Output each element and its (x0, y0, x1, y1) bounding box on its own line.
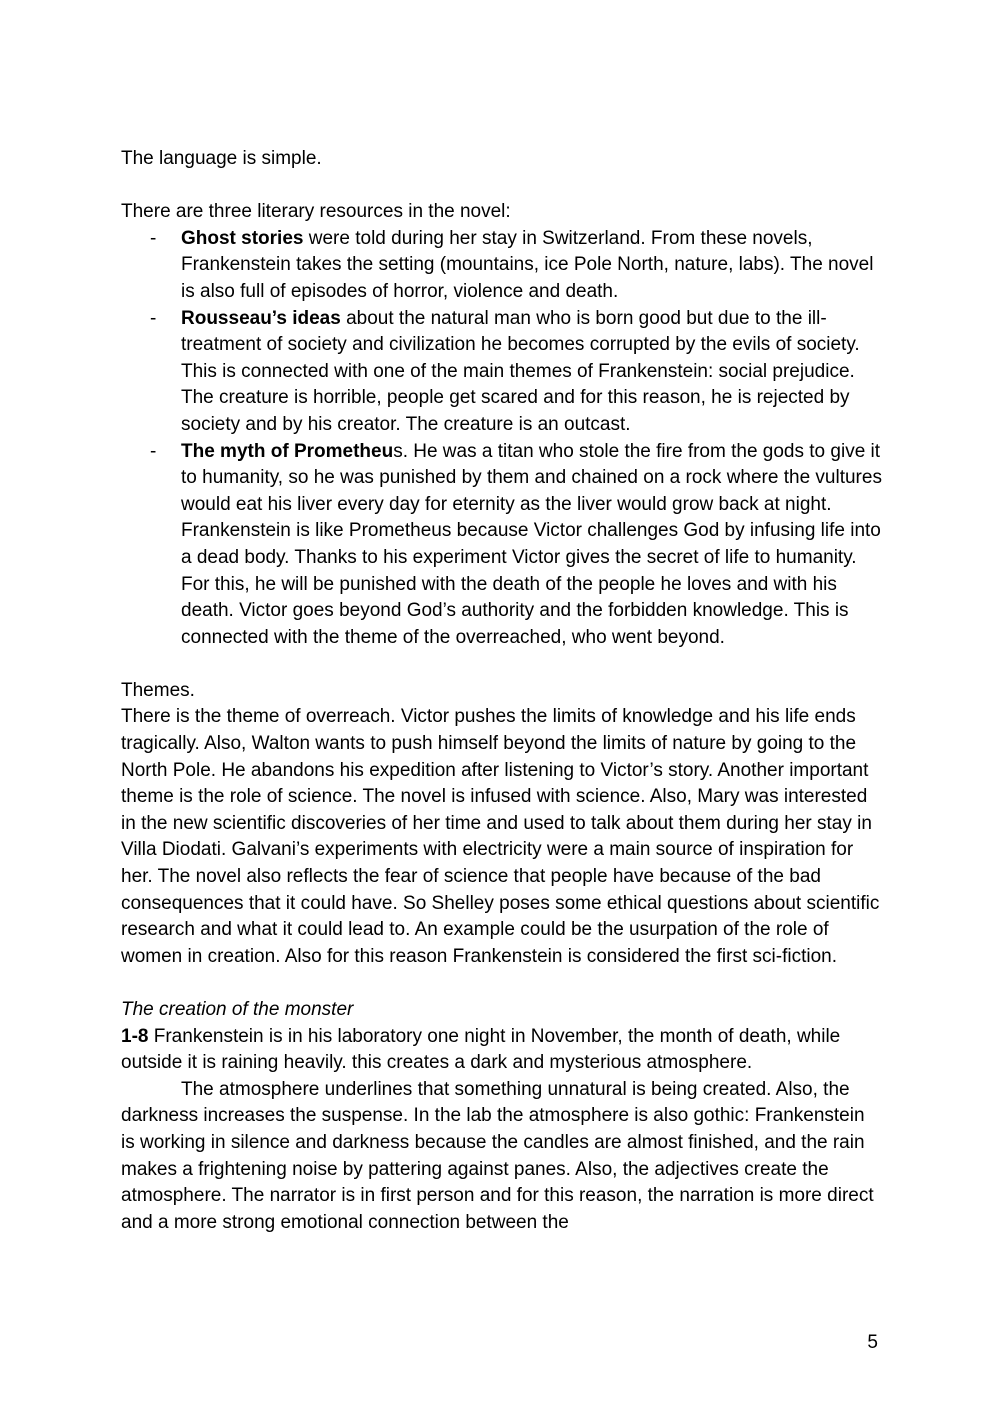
themes-paragraph: There is the theme of overreach. Victor pushes the limits of knowledge and his life ends tragically. Also, Walton wants to push himself beyond the limits of nature by going to the North Pole. He abandons his expedition after listening to Victor’s story. Another important theme is the role of science. The novel is infused with science. Also, Mary was interested in the new scientific discoveries of her time and used to talk about them during her stay in Villa Diodati. Galvani’s experiments with electricity were a main source of inspiration for her. The novel also reflects the fear of science that people have because of the bad consequences that it could have. So Shelley poses some ethical questions about scientific research and what it could lead to. An example could be the usurpation of the role of women in creation. Also for this reason Frankenstein is considered the first sci-fiction. (121, 706, 880, 967)
document-body (121, 146, 883, 1236)
resources-intro: There are three literary resources in the novel: (121, 201, 511, 223)
literary-resources-list (121, 226, 883, 652)
bullet-dash: - (150, 307, 157, 329)
language-sentence: The language is simple. (121, 148, 322, 169)
creation-heading: The creation of the monster (121, 999, 354, 1020)
paragraph-gap (121, 970, 883, 997)
resource-text: s. He was a titan who stole the fire from the gods to give it to humanity, so he was punished by them and chained on a rock where the vultures would eat his liver every day for eternity as the liver would grow back at night. Frankenstein is like Prometheus because Victor challenges God by infusing life into a dead body. Thanks to his experiment Victor gives the secret of life to humanity. For this, he will be punished with the death of the people he loves and with his death. Victor goes beyond God’s authority and the forbidden knowledge. This is connected with the theme of the overreached, who went beyond. (181, 440, 882, 648)
resource-title-rousseau: Rousseau’s ideas (181, 307, 341, 329)
resource-title-ghost-stories: Ghost stories (181, 227, 304, 249)
creation-paragraph-1 (121, 1024, 883, 1077)
page-number: 5 (867, 1332, 878, 1353)
creation-paragraph-2: The atmosphere underlines that something unnatural is being created. Also, the darkness increases the suspense. In the lab the atmosphere is also gothic: Frankenstein is working in silence and darkness because the candles are almost finished, and the rain makes a frightening noise by pattering against panes. Also, the adjectives create the atmosphere. The narrator is in first person and for this reason, the narration is more direct and a more strong emotional connection between the (121, 1078, 874, 1233)
paragraph-gap (121, 173, 883, 200)
bullet-dash: - (150, 440, 157, 462)
bullet-dash: - (150, 227, 157, 249)
resource-text: were told during her stay in Switzerland. From these novels, Frankenstein takes the setting (mountains, ice Pole North, nature, labs). The novel is also full of episodes of horror, violence and death. (181, 227, 874, 302)
resource-title-prometheus: The myth of Prometheu (181, 440, 394, 462)
creation-text-1: Frankenstein is in his laboratory one night in November, the month of death, while outside it is raining heavily. this creates a dark and mysterious atmosphere. (121, 1025, 841, 1074)
resource-text: about the natural man who is born good but due to the ill-treatment of society and civilization he becomes corrupted by the evils of society. This is connected with one of the main themes of Frankenstein: social prejudice. The creature is horrible, people get scared and for this reason, he is rejected by society and by his creator. The creature is an outcast. (181, 307, 860, 435)
line-reference: 1-8 (121, 1025, 149, 1047)
list-item (121, 226, 883, 306)
list-item (121, 439, 883, 652)
themes-heading: Themes. (121, 679, 195, 701)
list-item (121, 306, 883, 439)
paragraph-gap (121, 651, 883, 678)
